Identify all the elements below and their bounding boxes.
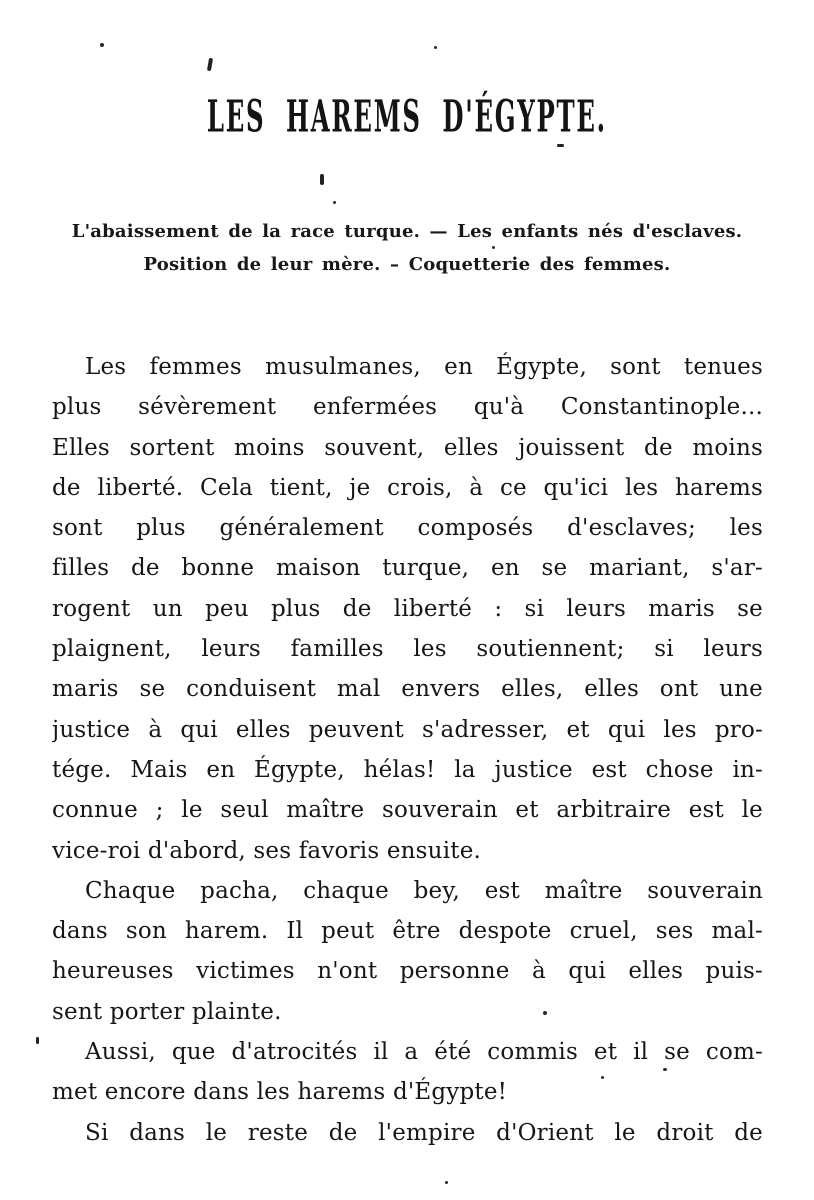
body-line: Si dans le reste de l'empire d'Orient le droit de [85,1119,763,1146]
body-line: sent porter plainte. [52,998,282,1025]
body-line: justice à qui elles peuvent s'adresser, et qui les pro- [52,716,763,743]
chapter-title: LES HAREMS D'ÉGYPTE. [206,90,608,143]
body-line: connue ; le seul maître souverain et arbitraire est le [52,797,763,824]
scan-speck [557,144,564,147]
body-line: sont plus généralement composés d'esclaves; les [52,515,763,542]
body-line: dans son harem. Il peut être despote cruel, ses mal- [52,918,763,945]
scan-speck [445,1181,448,1184]
body-line: maris se conduisent mal envers elles, elles ont une [52,676,763,703]
chapter-summary [0,215,814,281]
body-line: filles de bonne maison turque, en se mariant, s'ar- [52,555,763,582]
body-line: Chaque pacha, chaque bey, est maître souverain [85,877,763,904]
chapter-summary-line: Position de leur mère. – Coquetterie des femmes. [143,254,671,275]
scan-speck [434,46,437,49]
body-line: Elles sortent moins souvent, elles jouissent de moins [52,434,763,461]
body-line: plaignent, leurs familles les soutiennent; si leurs [52,636,763,663]
scan-speck [207,58,213,71]
scan-speck [320,174,324,185]
scan-speck [100,43,104,47]
body-line: Les femmes musulmanes, en Égypte, sont tenues [85,354,763,380]
body-line: vice-roi d'abord, ses favoris ensuite. [52,837,482,864]
body-line: plus sévèrement enfermées qu'à Constantinople... [52,394,763,421]
scan-speck [36,1037,39,1044]
body-text [52,347,763,1153]
chapter-summary-line: L'abaissement de la race turque. — Les enfants nés d'esclaves. [71,221,743,242]
body-line: met encore dans les harems d'Égypte! [52,1079,508,1106]
body-line: tége. Mais en Égypte, hélas! la justice est chose in- [52,756,763,783]
scan-speck [333,201,336,204]
body-line: heureuses victimes n'ont personne à qui elles puis- [52,958,763,985]
body-line: de liberté. Cela tient, je crois, à ce qu'ici les harems [52,474,763,501]
body-line: Aussi, que d'atrocités il a été commis et il se com- [85,1039,763,1066]
body-line: rogent un peu plus de liberté : si leurs maris se [52,595,763,622]
